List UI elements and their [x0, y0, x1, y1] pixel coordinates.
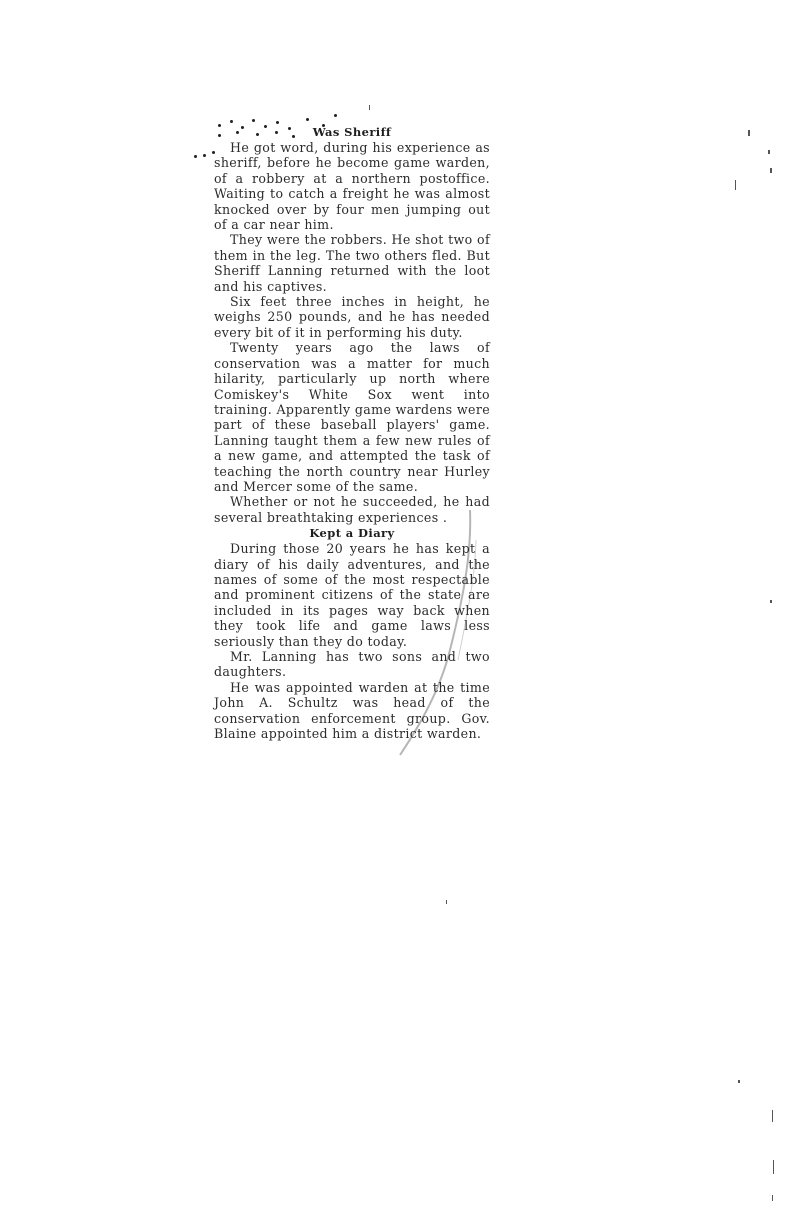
- scan-speck: [369, 105, 370, 110]
- scan-speck: [768, 150, 770, 154]
- scan-speck: [735, 180, 736, 190]
- scan-speck: [772, 1195, 773, 1201]
- scan-speck: [738, 1080, 740, 1083]
- article-paragraph: Whether or not he succeeded, he had several breathtaking experiences .: [214, 494, 490, 525]
- scan-speck: [773, 1160, 774, 1174]
- scan-speck: [748, 130, 750, 136]
- article-paragraph: During those 20 years he has kept a diary of his daily adventures, and the names of some of the most respectable and prominent citizens of the state are included in its pages way back when they took life and game laws less seriously than they do today.: [214, 541, 490, 649]
- article-paragraph: They were the robbers. He shot two of them in the leg. The two others fled. But Sheriff Lanning returned with the loot and his captives.: [214, 232, 490, 294]
- article-paragraph: Mr. Lanning has two sons and two daughters.: [214, 649, 490, 680]
- scan-speck: [770, 168, 772, 173]
- article-paragraph: He got word, during his experience as sheriff, before he become game warden, of a robbery at a northern postoffice. Waiting to catch a freight he was almost knocked over by four men jumping out of a car near him.: [214, 140, 490, 233]
- scan-speck: [770, 600, 772, 603]
- scan-speck: [446, 900, 447, 904]
- scan-speck: [772, 1110, 773, 1122]
- article-paragraph: Twenty years ago the laws of conservation was a matter for much hilarity, particularly up north where Comiskey's White Sox went into training. Apparently game wardens were part of these baseball players' game. Lanning taught them a few new rules of a new game, and attempted the task of teaching the north country near Hurley and Mercer some of the same.: [214, 340, 490, 494]
- newspaper-clipping: [214, 124, 490, 741]
- section-heading-kept-a-diary: Kept a Diary: [309, 526, 395, 541]
- section-heading-was-sheriff: Was Sheriff: [312, 125, 392, 139]
- article-paragraph: Six feet three inches in height, he weighs 250 pounds, and he has needed every bit of it in performing his duty.: [214, 294, 490, 340]
- article-paragraph: He was appointed warden at the time John A. Schultz was head of the conservation enforcement group. Gov. Blaine appointed him a district warden.: [214, 679, 490, 742]
